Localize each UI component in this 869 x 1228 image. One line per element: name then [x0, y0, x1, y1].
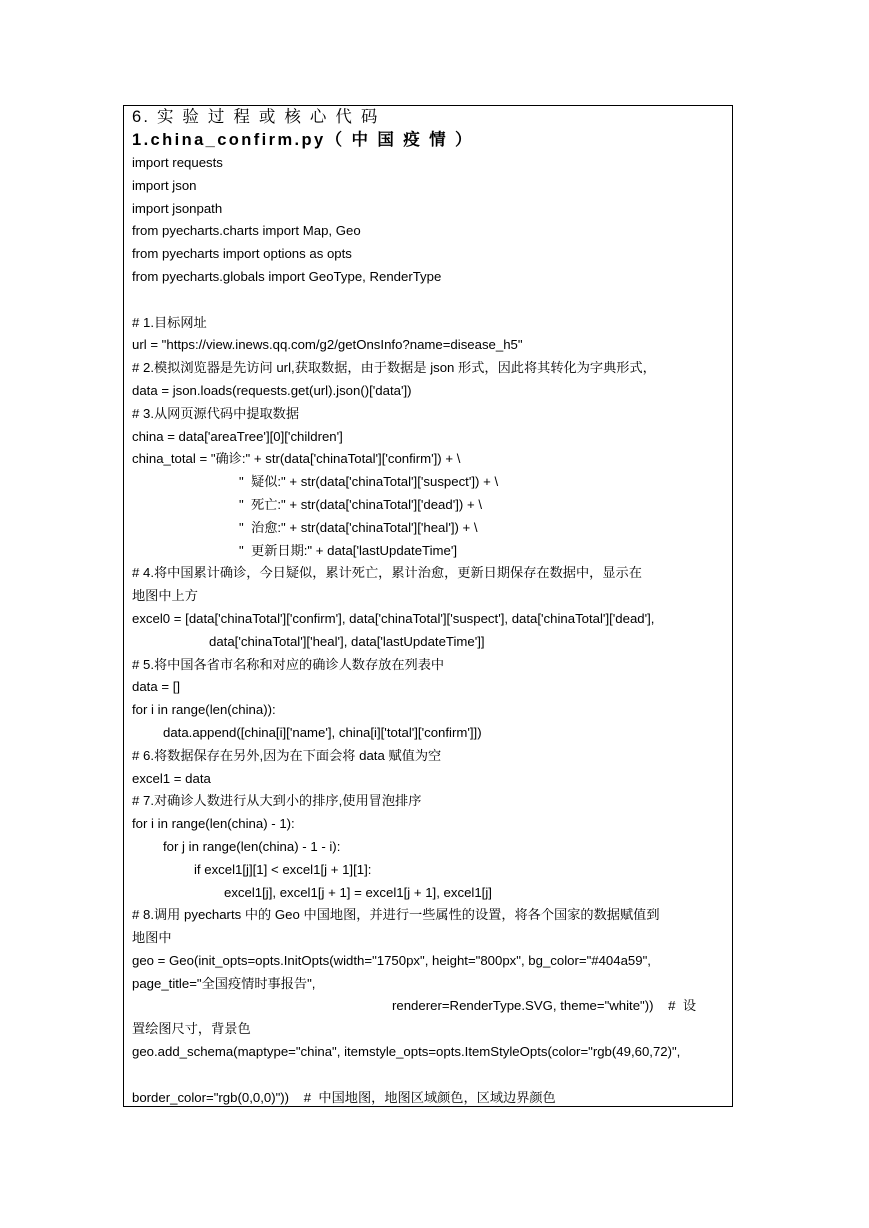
code-line: data['chinaTotal']['heal'], data['lastUpdateTime']]	[209, 633, 485, 649]
code-line: from pyecharts.charts import Map, Geo	[132, 223, 361, 239]
code-line: for j in range(len(china) - 1 - i):	[163, 838, 341, 854]
code-line: import requests	[132, 155, 223, 170]
code-line: data = []	[132, 679, 181, 695]
code-line: china = data['areaTree'][0]['children']	[132, 428, 343, 444]
code-comment: # 7.对确诊人数进行从大到小的排序,使用冒泡排序	[132, 793, 422, 809]
section-title: 6. 实 验 过 程 或 核 心 代 码	[132, 108, 380, 126]
code-comment: # 3.从网页源代码中提取数据	[132, 405, 300, 421]
code-line: geo.add_schema(maptype="china", itemstyle_opts=opts.ItemStyleOpts(color="rgb(49,60,72)",	[132, 1044, 681, 1060]
blank-line	[132, 289, 728, 312]
code-line: page_title="全国疫情时事报告",	[132, 975, 316, 991]
code-line: " 疑似:" + str(data['chinaTotal']['suspect']) + \	[239, 474, 499, 490]
code-comment: 地图中	[132, 930, 172, 946]
code-line: for i in range(len(china) - 1):	[132, 816, 295, 832]
code-comment: # 6.将数据保存在另外,因为在下面会将 data 赋值为空	[132, 747, 442, 763]
code-line: excel1 = data	[132, 770, 211, 786]
code-comment: # 1.目标网址	[132, 314, 207, 330]
code-line: renderer=RenderType.SVG, theme="white")) # 设	[392, 998, 697, 1014]
code-line: " 更新日期:" + data['lastUpdateTime']	[239, 542, 458, 558]
code-line: " 死亡:" + str(data['chinaTotal']['dead']) + \	[239, 496, 482, 512]
code-comment: # 8.调用 pyecharts 中的 Geo 中国地图，并进行一些属性的设置，将各个国家的数据赋值到	[132, 907, 660, 923]
code-comment: # 5.将中国各省市名称和对应的确诊人数存放在列表中	[132, 656, 445, 672]
code-line: data.append([china[i]['name'], china[i]['total']['confirm']])	[163, 724, 482, 740]
code-line: import jsonpath	[132, 200, 223, 216]
code-comment: 置绘图尺寸，背景色	[132, 1021, 251, 1037]
code-line: from pyecharts.globals import GeoType, RenderType	[132, 268, 442, 284]
code-line: geo = Geo(init_opts=opts.InitOpts(width="1750px", height="800px", bg_color="#404a59",	[132, 952, 651, 968]
code-line: data = json.loads(requests.get(url).json()['data'])	[132, 382, 412, 398]
code-line: " 治愈:" + str(data['chinaTotal']['heal']) + \	[239, 519, 478, 535]
code-line: border_color="rgb(0,0,0)")) # 中国地图，地图区域颜色，区域边界颜色	[132, 1089, 556, 1105]
code-line: url = "https://view.inews.qq.com/g2/getOnsInfo?name=disease_h5"	[132, 337, 523, 353]
code-comment: # 2.模拟浏览器是先访问 url,获取数据，由于数据是 json 形式，因此将其转化为字典形式，	[132, 360, 656, 376]
code-line: china_total = "确诊:" + str(data['chinaTotal']['confirm']) + \	[132, 451, 461, 467]
section-subtitle: 1.china_confirm.py（ 中 国 疫 情 ）	[132, 131, 474, 149]
code-line: if excel1[j][1] < excel1[j + 1][1]:	[194, 861, 372, 877]
code-line: excel0 = [data['chinaTotal']['confirm'], data['chinaTotal']['suspect'], data['chinaTotal']['dead'],	[132, 610, 655, 626]
code-line: excel1[j], excel1[j + 1] = excel1[j + 1], excel1[j]	[224, 884, 492, 900]
code-comment: # 4.将中国累计确诊，今日疑似，累计死亡，累计治愈，更新日期保存在数据中，显示在	[132, 565, 642, 581]
blank-line	[132, 1064, 728, 1087]
document-frame	[123, 105, 733, 1107]
code-line: import json	[132, 177, 197, 193]
code-line: from pyecharts import options as opts	[132, 246, 352, 262]
code-line: for i in range(len(china)):	[132, 702, 276, 718]
document-content	[132, 106, 728, 1109]
code-comment: 地图中上方	[132, 588, 198, 604]
